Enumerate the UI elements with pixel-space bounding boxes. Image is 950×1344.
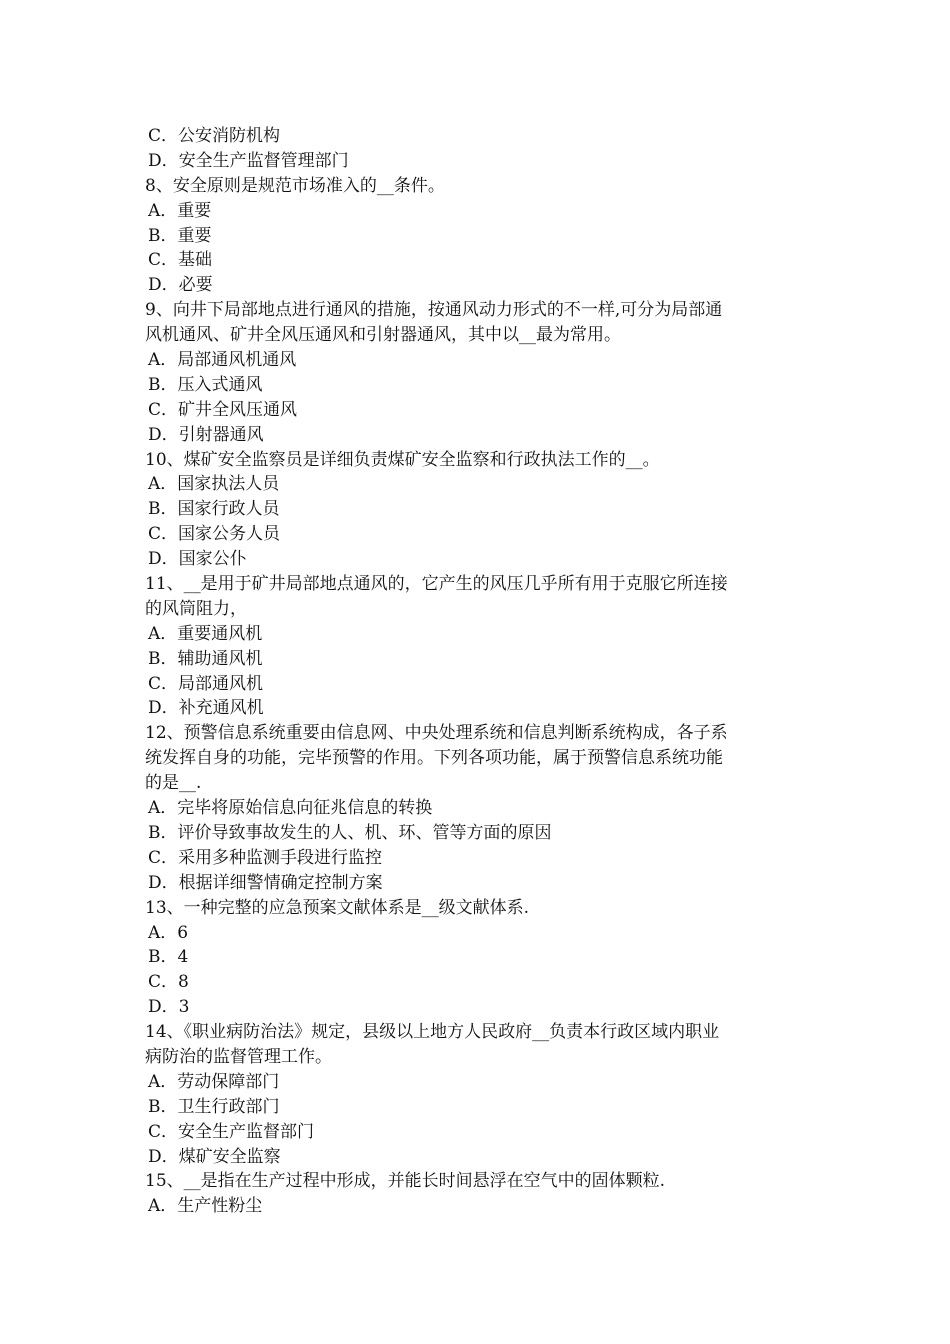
question-12-option-b: B．评价导致事故发生的人、机、环、管等方面的原因: [148, 822, 552, 843]
question-8-option-a: A．重要: [148, 200, 212, 221]
question-14-text-cont: 病防治的监督管理工作。: [145, 1046, 332, 1067]
question-14-option-c: C．安全生产监督部门: [148, 1121, 315, 1142]
question-8-option-d: D．必要: [148, 275, 213, 296]
question-14-option-a: A．劳动保障部门: [148, 1071, 280, 1092]
question-11-option-b: B．辅助通风机: [148, 648, 263, 669]
question-15-text: 15、__是指在生产过程中形成，并能长时间悬浮在空气中的固体颗粒.: [145, 1171, 666, 1192]
option-d: D．安全生产监督管理部门: [148, 150, 349, 171]
question-11-text-cont: 的风筒阻力，: [145, 598, 247, 619]
question-14-option-b: B．卫生行政部门: [148, 1096, 280, 1117]
question-12-text-cont: 统发挥自身的功能，完毕预警的作用。下列各项功能，属于预警信息系统功能: [145, 748, 723, 769]
question-8-option-c: C．基础: [148, 250, 213, 271]
option-c: C．公安消防机构: [148, 126, 281, 146]
question-9-option-c: C．矿井全风压通风: [148, 399, 298, 420]
question-13-option-d: D．3: [148, 997, 190, 1018]
question-11-option-d: D．补充通风机: [148, 698, 264, 719]
document-page: [145, 124, 813, 1219]
question-11-option-c: C．局部通风机: [148, 673, 264, 694]
question-12-option-c: C．采用多种监测手段进行监控: [148, 847, 383, 868]
question-12-option-a: A．完毕将原始信息向征兆信息的转换: [148, 798, 433, 819]
question-8-text: 8、安全原则是规范市场准入的__条件。: [145, 175, 445, 196]
question-8-option-b: B．重要: [148, 225, 212, 246]
question-10-option-d: D．国家公仆: [148, 549, 247, 570]
question-9-text-cont: 风机通风、矿井全风压通风和引射器通风，其中以__最为常用。: [145, 325, 621, 346]
question-11-option-a: A．重要通风机: [148, 623, 263, 644]
question-13-option-c: C．8: [148, 972, 189, 993]
question-10-text: 10、煤矿安全监察员是详细负责煤矿安全监察和行政执法工作的__。: [145, 449, 660, 470]
question-10-option-a: A．国家执法人员: [148, 474, 280, 495]
question-9-option-a: A．局部通风机通风: [148, 350, 297, 371]
question-14-text: 14、《职业病防治法》规定，县级以上地方人民政府__负责本行政区域内职业: [145, 1022, 720, 1043]
question-12-text: 12、预警信息系统重要由信息网、中央处理系统和信息判断系统构成，各子系: [145, 723, 728, 744]
question-9-option-b: B．压入式通风: [148, 374, 263, 395]
question-10-option-b: B．国家行政人员: [148, 499, 280, 520]
question-12-option-d: D．根据详细警情确定控制方案: [148, 872, 383, 893]
question-14-option-d: D．煤矿安全监察: [148, 1146, 281, 1167]
question-9-text: 9、向井下局部地点进行通风的措施，按通风动力形式的不一样,可分为局部通: [145, 300, 723, 321]
question-12-text-cont-2: 的是__.: [145, 773, 202, 794]
question-13-option-a: A．6: [148, 922, 189, 943]
question-13-option-b: B．4: [148, 947, 189, 968]
question-11-text: 11、__是用于矿井局部地点通风的，它产生的风压几乎所有用于克服它所连接: [145, 574, 728, 595]
question-10-option-c: C．国家公务人员: [148, 524, 281, 545]
question-9-option-d: D．引射器通风: [148, 424, 264, 445]
question-15-option-a: A．生产性粉尘: [148, 1196, 263, 1217]
question-13-text: 13、一种完整的应急预案文献体系是__级文献体系.: [145, 897, 530, 918]
